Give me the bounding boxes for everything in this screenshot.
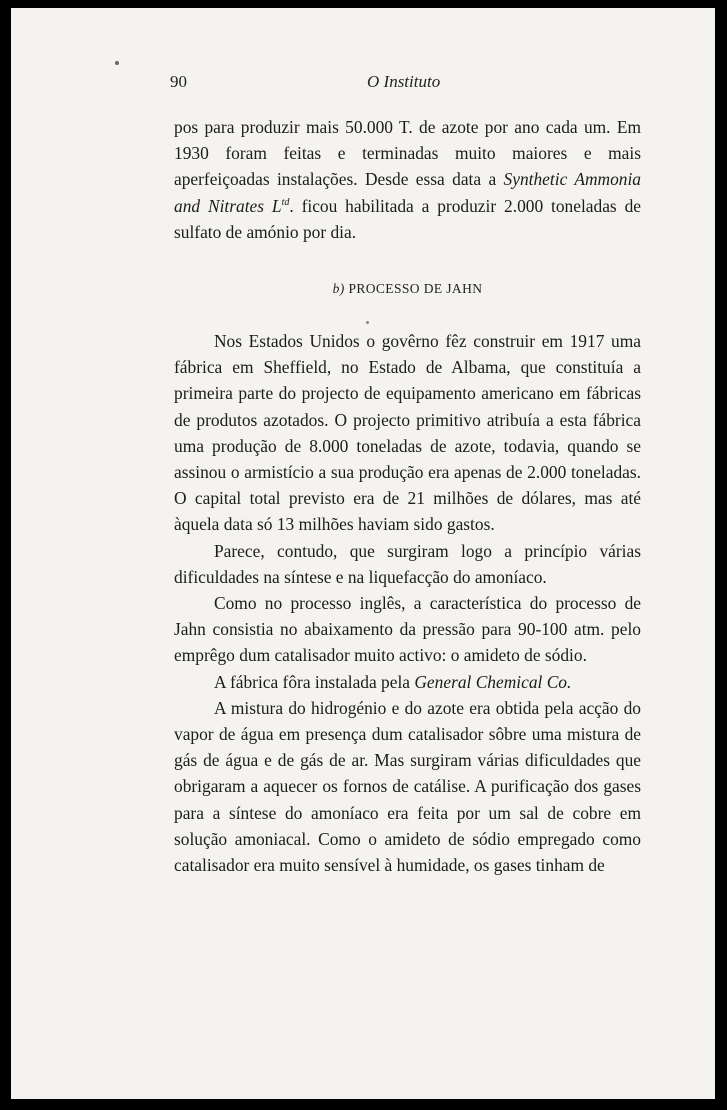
book-page — [11, 8, 715, 1099]
factory-text: A fábrica fôra instalada pela — [214, 671, 415, 692]
section-marker: b) — [332, 281, 345, 296]
paragraph-jahn-process: Como no processo inglês, a característica do processo de Jahn consistia no abaixamento da pressão para 90-100 atm. pelo emprêgo dum catalisador muito activo: o amideto de sódio. — [174, 593, 641, 666]
paragraph — [174, 114, 641, 245]
page-speck — [115, 61, 119, 65]
page-header — [11, 72, 715, 96]
page-number: 90 — [170, 72, 187, 91]
paragraph-factory — [174, 669, 641, 695]
intro-text-start: pos para produzir mais 50.000 T. de azote por ano cada um. Em 1930 foram feitas e terminadas muito maiores e mais aperfeiçoadas instalações. Desde essa data a — [174, 117, 641, 190]
company-name: Synthetic Ammonia and Nitrates L — [174, 169, 641, 216]
body-text — [174, 328, 641, 878]
running-title: O Instituto — [367, 72, 441, 91]
paragraph-mixture: A mistura do hidrogénio e do azote era obtida pela acção do vapor de água em presença dum catalisador sôbre uma mistura de gás de água e de gás de ar. Mas surgiram várias dificuldades que obrigaram a aquecer os fornos de catálise. A purificação dos gases para a síntese do amoníaco era feita por um sal de cobre em solução amoniacal. Como o amideto de sódio empregado como catalisador era muito sensível à humidade, os gases tinham de — [174, 697, 641, 876]
section-title: PROCESSO DE JAHN — [348, 281, 483, 296]
intro-paragraph — [174, 114, 641, 245]
factory-company: General Chemical Co. — [414, 671, 572, 692]
company-name-superscript: td — [281, 196, 290, 208]
page-speck — [366, 321, 369, 324]
section-heading — [174, 281, 641, 297]
intro-text-end: . ficou habilitada a produzir 2.000 toneladas de sulfato de amónio por dia. — [174, 195, 641, 242]
paragraph-sheffield: Nos Estados Unidos o govêrno fêz construir em 1917 uma fábrica em Sheffield, no Estado de Albama, que constituía a primeira parte do projecto de equipamento americano em fábricas de produtos azotados. O projecto primitivo atribuía a esta fábrica uma produção de 8.000 toneladas de azote, todavia, quando se assinou o armistício a sua produção era apenas de 2.000 toneladas. O capital total previsto era de 21 milhões de dólares, mas até àquela data só 13 milhões haviam sido gastos. — [174, 331, 641, 535]
paragraph-difficulties: Parece, contudo, que surgiram logo a princípio várias dificuldades na síntese e na liquefacção do amoníaco. — [174, 540, 641, 587]
